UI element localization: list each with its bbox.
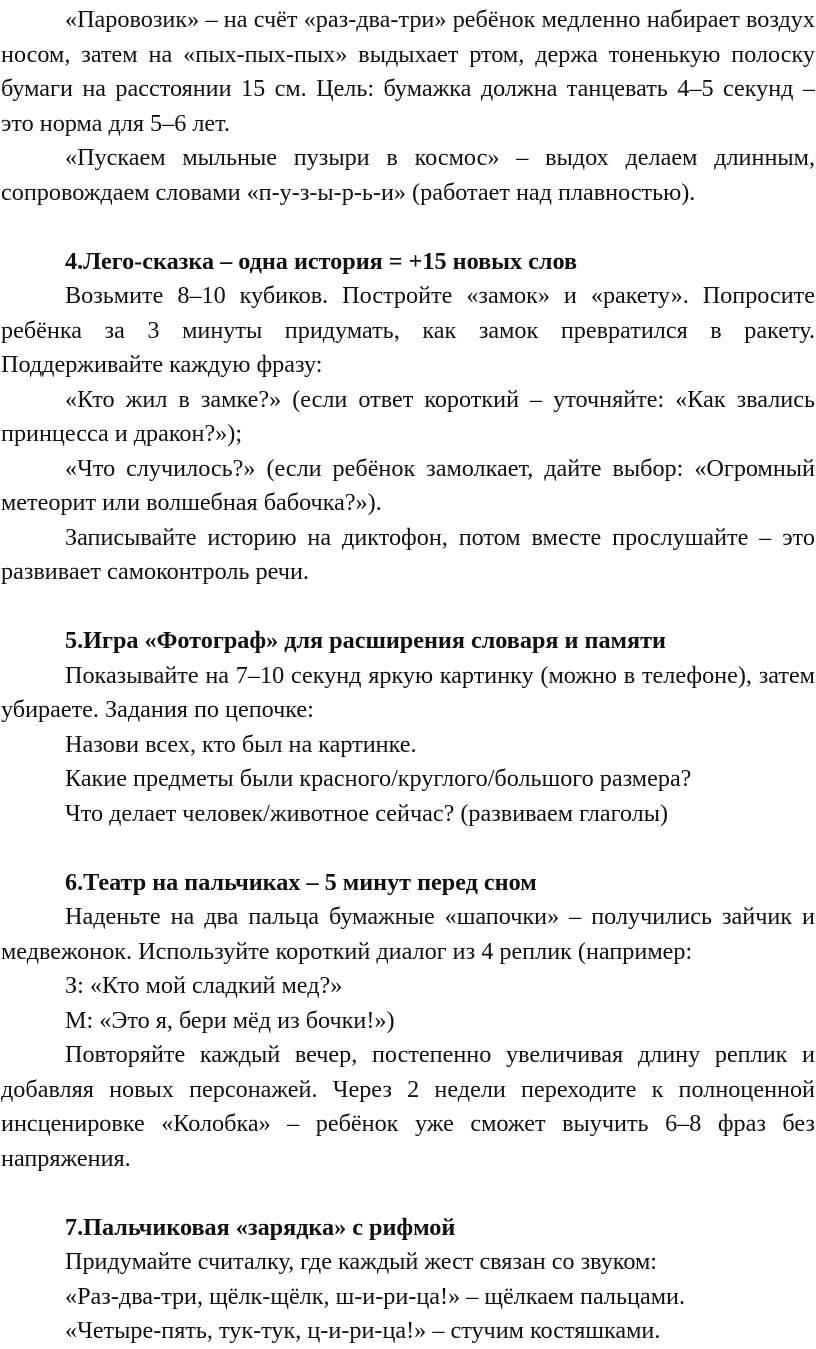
spacer <box>0 210 816 245</box>
paragraph-parovozik: «Паровозик» – на счёт «раз-два-три» ребёнок медленно набирает воздух носом, затем на «пых-пых-пых» выдыхает ртом, держа тоненькую полоску бумаги на расстоянии 15 см. Цель: бумажка должна танцевать 4–5 секунд – это норма для 5–6 лет. <box>1 6 815 137</box>
heading-finger-theater: 6.Театр на пальчиках – 5 минут перед сном <box>65 868 537 896</box>
paragraph-photographer-intro: Показывайте на 7–10 секунд яркую картинку (можно в телефоне), затем убираете. Задания по цепочке: <box>1 661 815 723</box>
paragraph-photographer-task-2: Какие предметы были красного/круглого/большого размера? <box>65 765 692 792</box>
paragraph-bubbles: «Пускаем мыльные пузыри в космос» – выдох делаем длинным, сопровождаем словами «п-у-з-ы-р-ь-и» (работает над плавностью). <box>1 144 815 206</box>
paragraph-lego-record: Записывайте историю на диктофон, потом вместе прослушайте – это развивает самоконтроль речи. <box>1 523 815 585</box>
paragraph-lego-question-1: «Кто жил в замке?» (если ответ короткий – уточняйте: «Как звались принцесса и дракон?»); <box>1 385 815 447</box>
paragraph-theater-intro: Наденьте на два пальца бумажные «шапочки» – получились зайчик и медвежонок. Используйте короткий диалог из 4 реплик (например: <box>1 903 815 965</box>
paragraph-photographer-task-3: Что делает человек/животное сейчас? (развиваем глаголы) <box>65 799 669 827</box>
paragraph-theater-repeat: Повторяйте каждый вечер, постепенно увеличивая длину реплик и добавляя новых персонажей. Через 2 недели переходите к полноценной инсценировке «Колобка» – ребёнок уже сможет выучить 6–8 фраз без напряжения. <box>1 1041 815 1172</box>
paragraph-exercise-rhyme-2: «Четыре-пять, тук-тук, ц-и-ри-ца!» – стучим костяшками. <box>65 1317 661 1344</box>
spacer <box>0 590 816 625</box>
paragraph-lego-intro: Возьмите 8–10 кубиков. Постройте «замок» и «ракету». Попросите ребёнка за 3 минуты придумать, как замок превратился в ракету. Поддерживайте каждую фразу: <box>1 282 815 378</box>
paragraph-exercise-rhyme-1: «Раз-два-три, щёлк-щёлк, ш-и-ри-ца!» – щёлкаем пальцами. <box>65 1282 685 1310</box>
paragraph-lego-question-2: «Что случилось?» (если ребёнок замолкает, дайте выбор: «Огромный метеорит или волшебная бабочка?»). <box>1 454 815 516</box>
spacer <box>0 831 816 866</box>
paragraph-exercise-intro: Придумайте считалку, где каждый жест связан со звуком: <box>65 1248 657 1275</box>
heading-lego-story: 4.Лего-сказка – одна история = +15 новых слов <box>65 247 578 275</box>
spacer <box>0 1176 816 1211</box>
heading-finger-exercise: 7.Пальчиковая «зарядка» с рифмой <box>65 1213 456 1241</box>
paragraph-photographer-task-1: Назови всех, кто был на картинке. <box>65 730 417 758</box>
heading-photographer-game: 5.Игра «Фотограф» для расширения словаря и памяти <box>65 627 666 654</box>
paragraph-theater-line-z: З: «Кто мой сладкий мед?» <box>65 972 343 999</box>
paragraph-theater-line-m: М: «Это я, бери мёд из бочки!») <box>65 1006 395 1034</box>
